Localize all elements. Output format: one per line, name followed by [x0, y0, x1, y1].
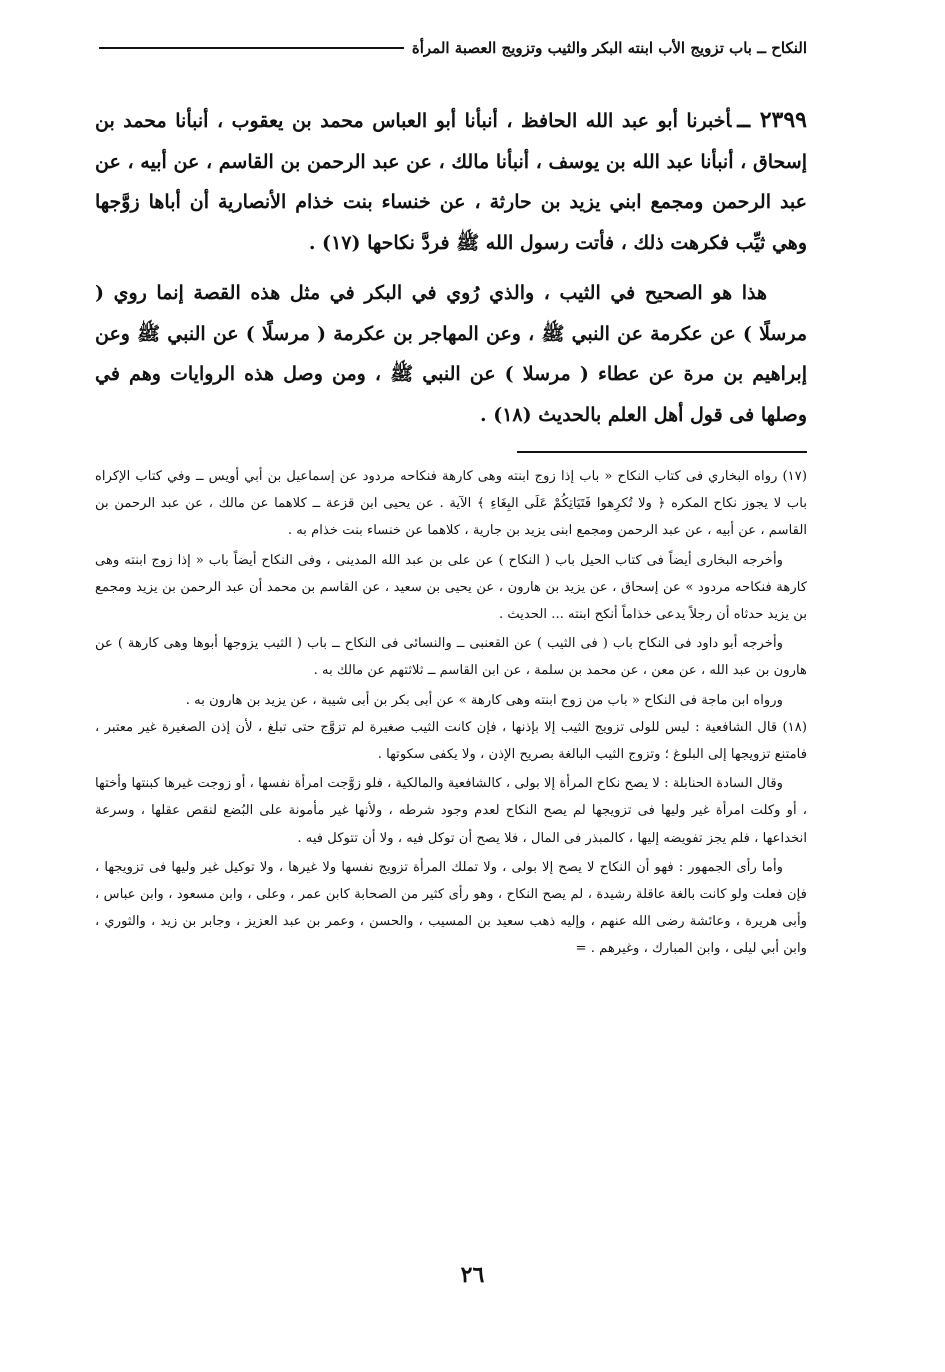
- running-header: [95, 30, 807, 66]
- footnote-paragraph: وأما رأى الجمهور : فهو أن النكاح لا يصح إلا بولى ، ولا تملك المرأة تزويج نفسها ولا غيرها ، ولا توكيل غير وليها فى تزويجها ، فإن فعلت ولو كانت بالغة عاقلة رشيدة ، لم يصح النكاح ، وهو رأى كثير من الصحابة كابن عمر ، وعلى ، وابن مسعود ، وابن عباس ، وأبى هريرة ، وعائشة رضى الله عنهم ، وإليه ذهب سعيد بن المسيب ، والحسن ، وعمر بن عبد العزيز ، وجابر بن زيد ، والثوري ، وابن أبي ليلى ، وابن المبارك ، وغيرهم . =: [95, 859, 807, 957]
- hadith-text: أخبرنا أبو عبد الله الحافظ ، أنبأنا أبو العباس محمد بن يعقوب ، أنبأنا محمد بن إسحاق ، أنبأنا عبد الله بن يوسف ، أنبأنا مالك ، عن عبد الرحمن بن القاسم ، عن أبيه ، عن عبد الرحمن ومجمع ابني يزيد بن حارثة ، عن خنساء بنت خذام الأنصارية أن أباها زوَّجها وهي ثيِّب فكرهت ذلك ، فأتت رسول الله ﷺ فردَّ نكاحها (١٧) .: [95, 110, 807, 254]
- hadith-number: ٢٣٩٩ ــ: [737, 107, 807, 133]
- page-number: ٢٦: [460, 1262, 485, 1288]
- main-text: [95, 100, 807, 435]
- footnote-18: (١٨) قال الشافعية : ليس للولى تزويج الثيب إلا بإذنها ، فإن كانت الثيب صغيرة لم تزوَّج حتى تبلغ ، لأن إذن الصغيرة غير معتبر ، فامتنع تزويجها إلى البلوغ ؛ وتزوج الثيب البالغة بصريح الإذن ، ولا يكفى سكوتها .: [95, 719, 807, 763]
- book-page: [95, 30, 807, 1350]
- hadith-paragraph: [95, 100, 807, 263]
- running-title: النكاح ــ باب تزويج الأب ابنته البكر والثيب وتزويج العصبة المرأة: [411, 39, 807, 57]
- footnote-paragraph: ورواه ابن ماجة فى النكاح « باب من زوج ابنته وهى كارهة » عن أبى بكر بن أبى شيبة ، عن يزيد بن هارون به .: [185, 692, 783, 708]
- header-rule: [99, 47, 404, 49]
- footnote-separator: [517, 451, 807, 453]
- commentary-paragraph: هذا هو الصحيح في الثيب ، والذي رُوي في البكر في مثل هذه القصة إنما روي ( مرسلًا ) عن عكرمة عن النبي ﷺ ، وعن المهاجر بن عكرمة ( مرسلًا ) عن النبي ﷺ وعن إبراهيم بن مرة عن عطاء ( مرسلا ) عن النبي ﷺ ، ومن وصل هذه الروايات وهم في وصلها فى قول أهل العلم بالحديث (١٨) .: [95, 282, 807, 426]
- footnote-17: (١٧) رواه البخاري فى كتاب النكاح « باب إذا زوج ابنته وهى كارهة فنكاحه مردود عن إسماعيل بن أبي أويس ــ وفي كتاب الإكراه باب لا يجوز نكاح المكره ﴿ ولا تُكرِهوا فَتَيَاتِكُمْ عَلَى البِغَاءِ ﴾ الآية . عن يحيى ابن قزعة ــ كلاهما عن مالك ، عن عبد الرحمن بن القاسم ، عن أبيه ، عن عبد الرحمن ومجمع ابنى يزيد بن جارية ، كلاهما عن خنساء بنت خذام به .: [95, 469, 807, 539]
- footnote-paragraph: وأخرجه أبو داود فى النكاح باب ( فى الثيب ) عن القعنبى ــ والنسائى فى النكاح ــ باب ( الثيب يزوجها أبوها وهى كارهة ) عن هارون بن عبد الله ، عن معن ، عن محمد بن سلمة ، عن ابن القاسم ــ ثلاثتهم عن مالك به .: [95, 636, 807, 679]
- footnote-paragraph: وقال السادة الحنابلة : لا يصح نكاح المرأة إلا بولى ، كالشافعية والمالكية ، فلو زوَّجت امرأة نفسها ، أو زوجت غيرها كبنتها وأختها ، أو وكلت امرأة غير وليها فى تزويجها لم يصح النكاح لعدم وجود شرطه ، ولأنها غير مأمونة على البُضع لنقص عقلها ، وسرعة انخداعها ، فلم يجز تفويضه إليها ، كالمبذر فى المال ، فلا يصح أن توكل فيه ، ولا أن تتوكل فيه .: [95, 776, 807, 846]
- footnotes: [95, 463, 807, 963]
- footnote-paragraph: وأخرجه البخارى أيضاً فى كتاب الحيل باب ( النكاح ) عن على بن عبد الله المدينى ، وفى النكاح أيضاً باب « إذا زوج ابنته وهى كارهة فنكاحه مردود » عن إسحاق ، عن يزيد بن هارون ، عن يحيى بن سعيد ، عن القاسم بن محمد أن عبد الرحمن بن يزيد ومجمع بن يزيد حدثاه أن رجلاً يدعى خذاماً أنكح ابنته ... الحديث .: [95, 552, 807, 623]
